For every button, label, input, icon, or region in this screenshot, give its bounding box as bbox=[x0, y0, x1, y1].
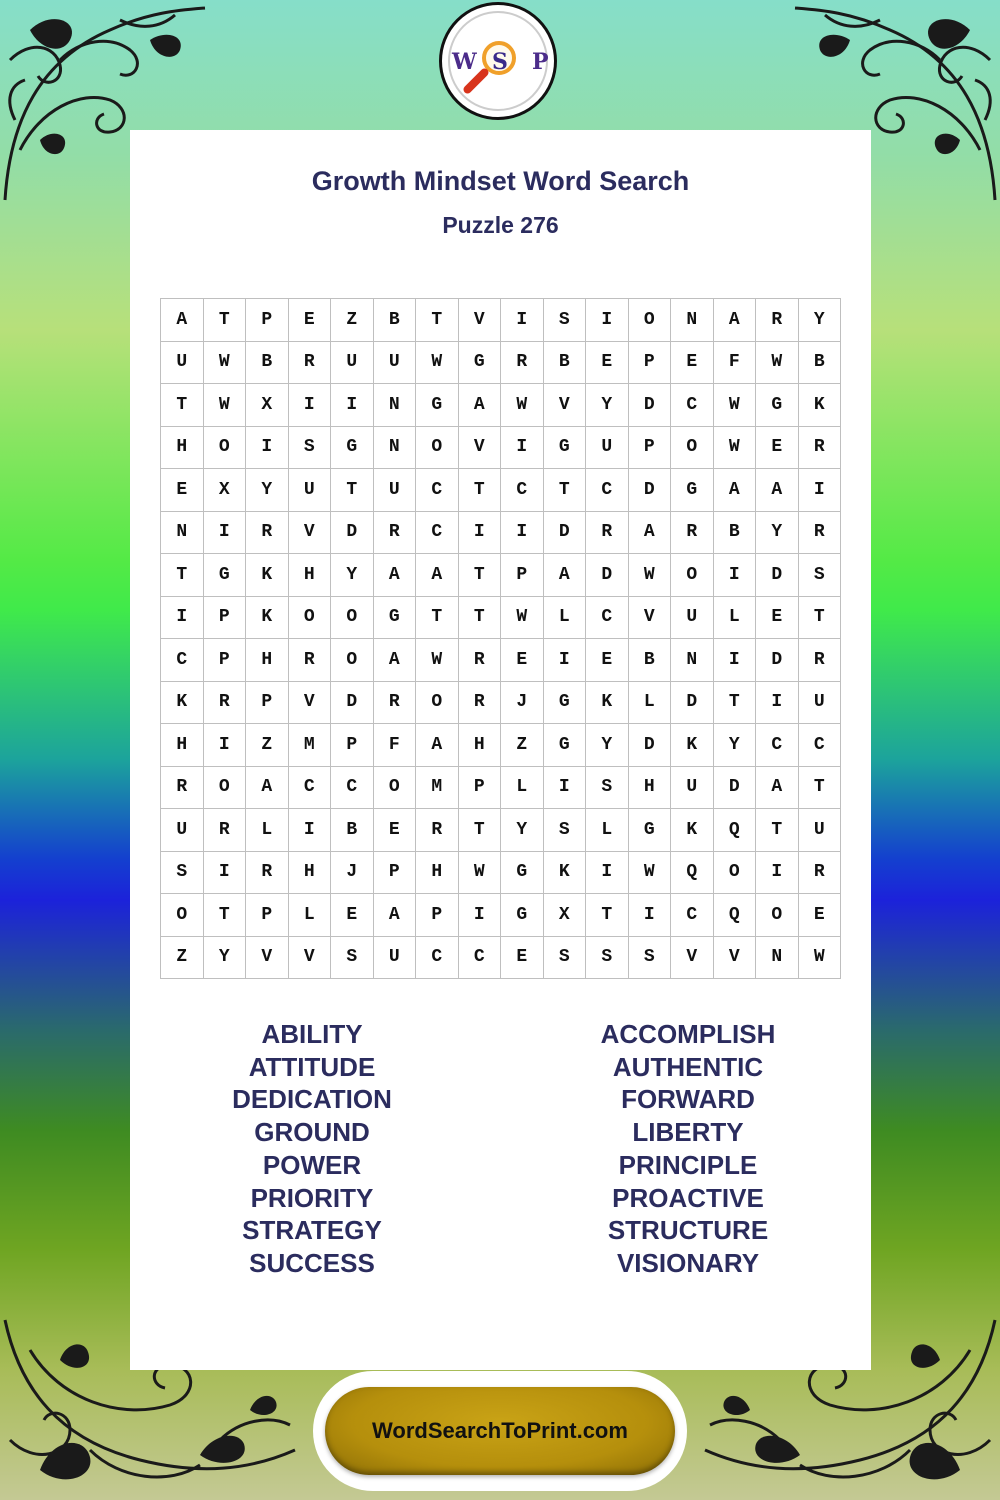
grid-cell[interactable]: G bbox=[544, 682, 587, 725]
grid-cell[interactable]: C bbox=[416, 937, 459, 980]
grid-cell[interactable]: T bbox=[799, 597, 842, 640]
grid-cell[interactable]: I bbox=[246, 427, 289, 470]
grid-cell[interactable]: I bbox=[501, 427, 544, 470]
grid-cell[interactable]: K bbox=[544, 852, 587, 895]
grid-cell[interactable]: G bbox=[331, 427, 374, 470]
grid-cell[interactable]: U bbox=[799, 682, 842, 725]
grid-cell[interactable]: H bbox=[629, 767, 672, 810]
grid-cell[interactable]: T bbox=[756, 809, 799, 852]
grid-cell[interactable]: J bbox=[331, 852, 374, 895]
grid-cell[interactable]: G bbox=[501, 894, 544, 937]
word-list-item: ATTITUDE bbox=[248, 1051, 376, 1082]
grid-cell[interactable]: V bbox=[289, 937, 332, 980]
grid-cell[interactable]: H bbox=[289, 554, 332, 597]
grid-cell[interactable]: W bbox=[629, 852, 672, 895]
grid-cell[interactable]: D bbox=[629, 469, 672, 512]
grid-cell[interactable]: Y bbox=[246, 469, 289, 512]
grid-cell[interactable]: X bbox=[544, 894, 587, 937]
grid-cell[interactable]: C bbox=[586, 597, 629, 640]
grid-cell[interactable]: B bbox=[246, 342, 289, 385]
grid-cell[interactable]: S bbox=[161, 852, 204, 895]
grid-cell[interactable]: U bbox=[671, 767, 714, 810]
grid-cell[interactable]: U bbox=[374, 937, 417, 980]
grid-cell[interactable]: V bbox=[544, 384, 587, 427]
grid-cell[interactable]: R bbox=[161, 767, 204, 810]
grid-cell[interactable]: O bbox=[756, 894, 799, 937]
grid-cell[interactable]: U bbox=[161, 342, 204, 385]
grid-cell[interactable]: W bbox=[416, 639, 459, 682]
grid-cell[interactable]: U bbox=[331, 342, 374, 385]
grid-cell[interactable]: G bbox=[671, 469, 714, 512]
grid-cell[interactable]: L bbox=[246, 809, 289, 852]
page-title: Growth Mindset Word Search bbox=[311, 166, 690, 196]
site-logo[interactable] bbox=[439, 2, 557, 120]
grid-cell[interactable]: G bbox=[544, 427, 587, 470]
grid-cell[interactable]: C bbox=[671, 894, 714, 937]
grid-cell[interactable]: T bbox=[459, 809, 502, 852]
grid-cell[interactable]: E bbox=[756, 427, 799, 470]
logo-letter-w: W bbox=[452, 49, 477, 75]
grid-cell[interactable]: E bbox=[756, 597, 799, 640]
grid-cell[interactable]: T bbox=[416, 299, 459, 342]
word-list-item: STRUCTURE bbox=[607, 1215, 769, 1246]
grid-cell[interactable]: N bbox=[161, 512, 204, 555]
word-list-item: ABILITY bbox=[261, 1019, 363, 1049]
grid-cell[interactable]: R bbox=[374, 682, 417, 725]
grid-cell[interactable]: O bbox=[671, 427, 714, 470]
grid-cell[interactable]: V bbox=[629, 597, 672, 640]
grid-cell[interactable]: T bbox=[799, 767, 842, 810]
grid-cell[interactable]: H bbox=[416, 852, 459, 895]
grid-cell[interactable]: S bbox=[544, 809, 587, 852]
grid-cell[interactable]: I bbox=[289, 384, 332, 427]
word-list-item: LIBERTY bbox=[632, 1117, 744, 1148]
grid-cell[interactable]: G bbox=[459, 342, 502, 385]
grid-cell[interactable]: F bbox=[374, 724, 417, 767]
grid-cell[interactable]: V bbox=[459, 427, 502, 470]
grid-cell[interactable]: D bbox=[544, 512, 587, 555]
grid-cell[interactable]: O bbox=[374, 767, 417, 810]
grid-cell[interactable]: T bbox=[586, 894, 629, 937]
grid-cell[interactable]: I bbox=[204, 512, 247, 555]
puzzle-card bbox=[130, 130, 871, 1370]
grid-cell[interactable]: A bbox=[416, 554, 459, 597]
word-list-left bbox=[162, 1018, 462, 1280]
word-list-item: PRINCIPLE bbox=[618, 1149, 758, 1180]
grid-cell[interactable]: I bbox=[586, 852, 629, 895]
grid-cell[interactable]: C bbox=[586, 469, 629, 512]
grid-cell[interactable]: P bbox=[246, 894, 289, 937]
grid-cell[interactable]: O bbox=[629, 299, 672, 342]
grid-cell[interactable]: Q bbox=[671, 852, 714, 895]
grid-cell[interactable]: I bbox=[161, 597, 204, 640]
grid-cell[interactable]: Y bbox=[204, 937, 247, 980]
grid-cell[interactable]: T bbox=[161, 554, 204, 597]
grid-cell[interactable]: H bbox=[289, 852, 332, 895]
grid-cell[interactable]: K bbox=[586, 682, 629, 725]
grid-cell[interactable]: I bbox=[204, 852, 247, 895]
grid-cell[interactable]: R bbox=[204, 682, 247, 725]
grid-cell[interactable]: U bbox=[799, 809, 842, 852]
grid-cell[interactable]: G bbox=[204, 554, 247, 597]
grid-cell[interactable]: R bbox=[799, 512, 842, 555]
grid-cell[interactable]: C bbox=[799, 724, 842, 767]
grid-cell[interactable]: O bbox=[289, 597, 332, 640]
grid-cell[interactable]: A bbox=[459, 384, 502, 427]
grid-cell[interactable]: L bbox=[629, 682, 672, 725]
grid-cell[interactable]: A bbox=[544, 554, 587, 597]
grid-cell[interactable]: D bbox=[756, 639, 799, 682]
grid-cell[interactable]: E bbox=[586, 639, 629, 682]
grid-cell[interactable]: E bbox=[289, 299, 332, 342]
word-list-item: SUCCESS bbox=[249, 1247, 375, 1278]
grid-cell[interactable]: S bbox=[586, 767, 629, 810]
grid-cell[interactable]: G bbox=[416, 384, 459, 427]
grid-cell[interactable]: A bbox=[374, 894, 417, 937]
grid-cell[interactable]: I bbox=[501, 512, 544, 555]
grid-cell[interactable]: W bbox=[416, 342, 459, 385]
grid-cell[interactable]: C bbox=[671, 384, 714, 427]
grid-cell[interactable]: W bbox=[629, 554, 672, 597]
grid-cell[interactable]: L bbox=[714, 597, 757, 640]
grid-cell[interactable]: R bbox=[799, 427, 842, 470]
grid-cell[interactable]: V bbox=[289, 682, 332, 725]
grid-cell[interactable]: K bbox=[161, 682, 204, 725]
grid-cell[interactable]: A bbox=[756, 469, 799, 512]
grid-cell[interactable]: U bbox=[374, 342, 417, 385]
grid-cell[interactable]: G bbox=[629, 809, 672, 852]
grid-cell[interactable]: K bbox=[799, 384, 842, 427]
grid-cell[interactable]: T bbox=[331, 469, 374, 512]
grid-cell[interactable]: A bbox=[374, 554, 417, 597]
grid-cell[interactable]: E bbox=[374, 809, 417, 852]
grid-cell[interactable]: W bbox=[501, 597, 544, 640]
grid-cell[interactable]: D bbox=[331, 512, 374, 555]
grid-cell[interactable]: S bbox=[629, 937, 672, 980]
grid-cell[interactable]: O bbox=[416, 427, 459, 470]
grid-cell[interactable]: I bbox=[544, 767, 587, 810]
grid-cell[interactable]: T bbox=[544, 469, 587, 512]
grid-cell[interactable]: K bbox=[246, 554, 289, 597]
grid-cell[interactable]: E bbox=[331, 894, 374, 937]
grid-cell[interactable]: A bbox=[416, 724, 459, 767]
grid-cell[interactable]: W bbox=[714, 427, 757, 470]
grid-cell[interactable]: G bbox=[374, 597, 417, 640]
grid-cell[interactable]: A bbox=[374, 639, 417, 682]
grid-cell[interactable]: M bbox=[416, 767, 459, 810]
grid-cell[interactable]: L bbox=[544, 597, 587, 640]
grid-cell[interactable]: R bbox=[246, 852, 289, 895]
grid-cell[interactable]: Z bbox=[501, 724, 544, 767]
grid-cell[interactable]: I bbox=[204, 724, 247, 767]
grid-cell[interactable]: S bbox=[799, 554, 842, 597]
grid-cell[interactable]: E bbox=[586, 342, 629, 385]
grid-cell[interactable]: P bbox=[629, 427, 672, 470]
grid-cell[interactable]: K bbox=[246, 597, 289, 640]
grid-cell[interactable]: I bbox=[501, 299, 544, 342]
grid-cell[interactable]: Z bbox=[331, 299, 374, 342]
grid-cell[interactable]: Q bbox=[714, 809, 757, 852]
website-link-button[interactable] bbox=[325, 1387, 675, 1475]
grid-cell[interactable]: D bbox=[586, 554, 629, 597]
grid-cell[interactable]: N bbox=[756, 937, 799, 980]
grid-cell[interactable]: A bbox=[161, 299, 204, 342]
grid-cell[interactable]: H bbox=[459, 724, 502, 767]
grid-cell[interactable]: E bbox=[501, 639, 544, 682]
grid-cell[interactable]: S bbox=[544, 937, 587, 980]
grid-cell[interactable]: P bbox=[246, 682, 289, 725]
grid-cell[interactable]: R bbox=[799, 639, 842, 682]
grid-cell[interactable]: O bbox=[714, 852, 757, 895]
grid-cell[interactable]: T bbox=[459, 554, 502, 597]
grid-cell[interactable]: B bbox=[799, 342, 842, 385]
grid-cell[interactable]: U bbox=[289, 469, 332, 512]
grid-cell[interactable]: I bbox=[756, 682, 799, 725]
grid-cell[interactable]: O bbox=[416, 682, 459, 725]
grid-cell[interactable]: L bbox=[501, 767, 544, 810]
grid-cell[interactable]: R bbox=[289, 342, 332, 385]
grid-cell[interactable]: K bbox=[671, 809, 714, 852]
website-url: WordSearchToPrint.com bbox=[372, 1418, 628, 1443]
grid-cell[interactable]: C bbox=[416, 512, 459, 555]
grid-cell[interactable]: G bbox=[501, 852, 544, 895]
grid-cell[interactable]: T bbox=[459, 597, 502, 640]
grid-cell[interactable]: R bbox=[799, 852, 842, 895]
grid-cell[interactable]: O bbox=[204, 767, 247, 810]
grid-cell[interactable]: X bbox=[246, 384, 289, 427]
grid-cell[interactable]: T bbox=[204, 894, 247, 937]
grid-cell[interactable]: C bbox=[161, 639, 204, 682]
grid-cell[interactable]: R bbox=[374, 512, 417, 555]
grid-cell[interactable]: I bbox=[586, 299, 629, 342]
grid-cell[interactable]: S bbox=[289, 427, 332, 470]
grid-cell[interactable]: X bbox=[204, 469, 247, 512]
logo-letter-s: S bbox=[492, 49, 508, 75]
grid-cell[interactable]: A bbox=[756, 767, 799, 810]
grid-cell[interactable]: I bbox=[544, 639, 587, 682]
grid-cell[interactable]: H bbox=[161, 427, 204, 470]
grid-cell[interactable]: I bbox=[289, 809, 332, 852]
grid-cell[interactable]: I bbox=[714, 554, 757, 597]
grid-cell[interactable]: R bbox=[246, 512, 289, 555]
grid-cell[interactable]: W bbox=[714, 384, 757, 427]
grid-cell[interactable]: R bbox=[671, 512, 714, 555]
grid-cell[interactable]: G bbox=[544, 724, 587, 767]
grid-cell[interactable]: T bbox=[459, 469, 502, 512]
grid-cell[interactable]: W bbox=[501, 384, 544, 427]
grid-cell[interactable]: I bbox=[331, 384, 374, 427]
grid-cell[interactable]: I bbox=[799, 469, 842, 512]
grid-cell[interactable]: W bbox=[204, 384, 247, 427]
word-list-item: DEDICATION bbox=[232, 1084, 392, 1115]
grid-cell[interactable]: V bbox=[459, 299, 502, 342]
grid-cell[interactable]: V bbox=[671, 937, 714, 980]
word-list-right bbox=[538, 1018, 838, 1280]
logo-letter-p: P bbox=[532, 49, 549, 75]
grid-cell[interactable]: B bbox=[331, 809, 374, 852]
grid-cell[interactable]: R bbox=[756, 299, 799, 342]
grid-cell[interactable]: Z bbox=[246, 724, 289, 767]
grid-cell[interactable]: R bbox=[501, 342, 544, 385]
grid-cell[interactable]: U bbox=[161, 809, 204, 852]
grid-cell[interactable]: O bbox=[331, 639, 374, 682]
grid-cell[interactable]: W bbox=[459, 852, 502, 895]
grid-cell[interactable]: W bbox=[204, 342, 247, 385]
word-list-item: AUTHENTIC bbox=[612, 1051, 764, 1082]
grid-cell[interactable]: P bbox=[204, 597, 247, 640]
grid-cell[interactable]: B bbox=[714, 512, 757, 555]
grid-cell[interactable]: R bbox=[416, 809, 459, 852]
grid-cell[interactable]: P bbox=[629, 342, 672, 385]
word-list-item: PRIORITY bbox=[250, 1182, 374, 1213]
grid-cell[interactable]: S bbox=[544, 299, 587, 342]
grid-cell[interactable]: W bbox=[756, 342, 799, 385]
grid-cell[interactable]: T bbox=[204, 299, 247, 342]
word-list-item: PROACTIVE bbox=[612, 1182, 764, 1213]
grid-cell[interactable]: Y bbox=[586, 724, 629, 767]
footer-badge bbox=[313, 1371, 687, 1491]
grid-cell[interactable]: N bbox=[671, 299, 714, 342]
grid-cell[interactable]: O bbox=[204, 427, 247, 470]
grid-cell[interactable]: O bbox=[161, 894, 204, 937]
grid-cell[interactable]: E bbox=[161, 469, 204, 512]
grid-cell[interactable]: L bbox=[586, 809, 629, 852]
grid-cell[interactable]: P bbox=[331, 724, 374, 767]
grid-cell[interactable]: C bbox=[331, 767, 374, 810]
grid-cell[interactable]: Q bbox=[714, 894, 757, 937]
grid-cell[interactable]: R bbox=[204, 809, 247, 852]
grid-cell[interactable]: C bbox=[459, 937, 502, 980]
grid-cell[interactable]: C bbox=[501, 469, 544, 512]
grid-cell[interactable]: U bbox=[374, 469, 417, 512]
grid-cell[interactable]: B bbox=[544, 342, 587, 385]
grid-cell[interactable]: E bbox=[501, 937, 544, 980]
grid-cell[interactable]: C bbox=[416, 469, 459, 512]
grid-cell[interactable]: B bbox=[374, 299, 417, 342]
grid-cell[interactable]: E bbox=[671, 342, 714, 385]
grid-cell[interactable]: J bbox=[501, 682, 544, 725]
grid-cell[interactable]: N bbox=[374, 427, 417, 470]
grid-cell[interactable]: D bbox=[756, 554, 799, 597]
grid-cell[interactable]: D bbox=[629, 384, 672, 427]
grid-cell[interactable]: D bbox=[629, 724, 672, 767]
grid-cell[interactable]: I bbox=[756, 852, 799, 895]
puzzle-number: Puzzle 276 bbox=[442, 212, 559, 238]
grid-cell[interactable]: D bbox=[671, 682, 714, 725]
grid-cell[interactable]: S bbox=[331, 937, 374, 980]
grid-cell[interactable]: S bbox=[586, 937, 629, 980]
grid-cell[interactable]: C bbox=[756, 724, 799, 767]
grid-cell[interactable]: U bbox=[671, 597, 714, 640]
grid-cell[interactable]: T bbox=[416, 597, 459, 640]
grid-cell[interactable]: P bbox=[416, 894, 459, 937]
grid-cell[interactable]: R bbox=[289, 639, 332, 682]
grid-cell[interactable]: B bbox=[629, 639, 672, 682]
grid-cell[interactable]: D bbox=[714, 767, 757, 810]
grid-cell[interactable]: Y bbox=[714, 724, 757, 767]
grid-cell[interactable]: M bbox=[289, 724, 332, 767]
grid-cell[interactable]: V bbox=[289, 512, 332, 555]
grid-cell[interactable]: Y bbox=[331, 554, 374, 597]
grid-cell[interactable]: O bbox=[671, 554, 714, 597]
grid-cell[interactable]: R bbox=[459, 639, 502, 682]
grid-cell[interactable]: D bbox=[331, 682, 374, 725]
grid-cell[interactable]: R bbox=[586, 512, 629, 555]
grid-cell[interactable]: N bbox=[374, 384, 417, 427]
grid-cell[interactable]: H bbox=[246, 639, 289, 682]
grid-cell[interactable]: P bbox=[204, 639, 247, 682]
grid-cell[interactable]: C bbox=[289, 767, 332, 810]
grid-cell[interactable]: A bbox=[714, 299, 757, 342]
grid-cell[interactable]: T bbox=[161, 384, 204, 427]
grid-cell[interactable]: U bbox=[586, 427, 629, 470]
word-list-item: VISIONARY bbox=[616, 1247, 760, 1278]
grid-cell[interactable]: P bbox=[246, 299, 289, 342]
grid-cell[interactable]: P bbox=[459, 767, 502, 810]
grid-cell[interactable]: Y bbox=[756, 512, 799, 555]
grid-cell[interactable]: L bbox=[289, 894, 332, 937]
grid-cell[interactable]: H bbox=[161, 724, 204, 767]
grid-cell[interactable]: K bbox=[671, 724, 714, 767]
grid-cell[interactable]: E bbox=[799, 894, 842, 937]
grid-cell[interactable]: A bbox=[246, 767, 289, 810]
grid-cell[interactable]: P bbox=[501, 554, 544, 597]
word-list-item: POWER bbox=[262, 1149, 362, 1180]
word-list-item: FORWARD bbox=[621, 1084, 755, 1115]
grid-cell[interactable]: Y bbox=[799, 299, 842, 342]
grid-cell[interactable]: W bbox=[799, 937, 842, 980]
grid-cell[interactable]: V bbox=[246, 937, 289, 980]
grid-cell[interactable]: Y bbox=[586, 384, 629, 427]
grid-cell[interactable]: I bbox=[459, 512, 502, 555]
grid-cell[interactable]: R bbox=[459, 682, 502, 725]
grid-cell[interactable]: V bbox=[714, 937, 757, 980]
grid-cell[interactable]: Y bbox=[501, 809, 544, 852]
grid-cell[interactable]: Z bbox=[161, 937, 204, 980]
grid-cell[interactable]: A bbox=[714, 469, 757, 512]
word-list-item: STRATEGY bbox=[242, 1215, 382, 1246]
letter-grid bbox=[160, 298, 841, 979]
grid-cell[interactable]: A bbox=[629, 512, 672, 555]
grid-cell[interactable]: P bbox=[374, 852, 417, 895]
grid-cell[interactable]: I bbox=[459, 894, 502, 937]
grid-cell[interactable]: G bbox=[756, 384, 799, 427]
grid-cell[interactable]: F bbox=[714, 342, 757, 385]
grid-cell[interactable]: N bbox=[671, 639, 714, 682]
grid-cell[interactable]: O bbox=[331, 597, 374, 640]
grid-cell[interactable]: I bbox=[714, 639, 757, 682]
word-list-item: GROUND bbox=[254, 1117, 370, 1148]
grid-cell[interactable]: I bbox=[629, 894, 672, 937]
word-list-item: ACCOMPLISH bbox=[600, 1019, 776, 1049]
grid-cell[interactable]: T bbox=[714, 682, 757, 725]
